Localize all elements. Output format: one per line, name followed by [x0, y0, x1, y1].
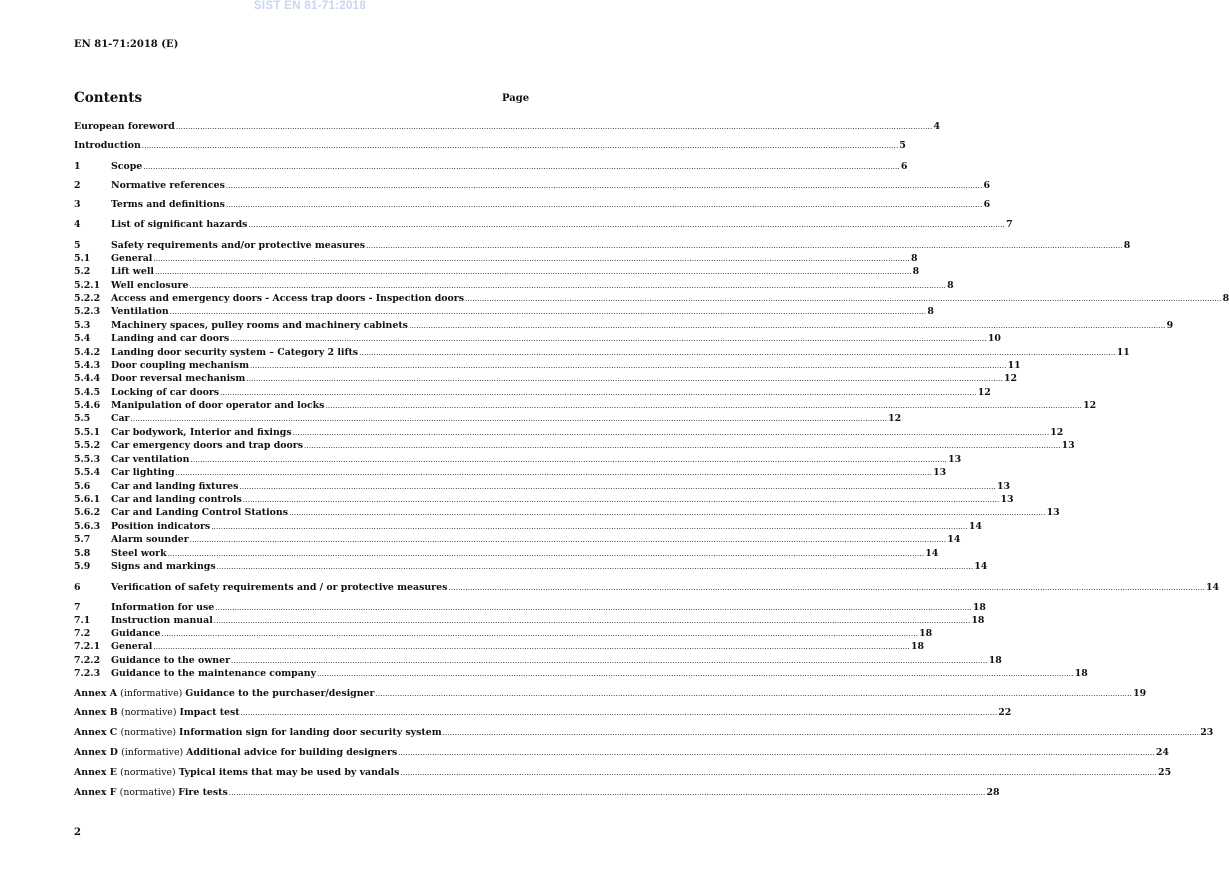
toc-entry-page: 12	[977, 387, 991, 398]
page-number: 2	[74, 827, 81, 838]
toc-entry-page: 8	[910, 253, 918, 264]
annex-label: Annex B	[74, 707, 121, 718]
toc-entry-title: Guidance	[111, 628, 161, 639]
toc-entry-page: 13	[1061, 440, 1075, 451]
toc-entry[interactable]	[74, 521, 982, 534]
toc-entry-number: 4	[74, 219, 81, 230]
toc-entry-number: 1	[74, 161, 81, 172]
annex-title: Guidance to the purchaser/designer	[185, 688, 375, 699]
toc-entry-page: 12	[1050, 427, 1064, 438]
toc-entry-number: 5.2	[74, 266, 91, 277]
toc-entry[interactable]	[74, 413, 902, 426]
annex-title: Additional advice for building designers	[186, 747, 398, 758]
annex-label: Annex A	[74, 688, 121, 699]
toc-entry-page: 13	[933, 467, 947, 478]
toc-entry-title: Car	[111, 413, 130, 424]
watermark: SIST EN 81-71:2018	[253, 0, 367, 12]
toc-entry-page: 14	[947, 534, 961, 545]
toc-entry-title: Safety requirements and/or protective measures	[111, 240, 366, 251]
toc-entry-page: 25	[1158, 767, 1172, 778]
toc-entry-title: Car and Landing Control Stations	[111, 507, 288, 518]
dot-leader	[190, 456, 947, 464]
toc-entry-page: 14	[968, 521, 982, 532]
toc-entry-title: Steel work	[111, 548, 167, 559]
toc-entry-page: 13	[1046, 507, 1060, 518]
toc-entry[interactable]	[74, 253, 918, 266]
toc-entry[interactable]	[74, 582, 1220, 595]
dot-leader	[293, 429, 1050, 437]
toc-entry[interactable]	[74, 333, 1001, 346]
annex-title: Fire tests	[178, 787, 228, 798]
toc-entry[interactable]	[74, 280, 954, 293]
toc-entry-number: 5	[74, 240, 81, 251]
toc-entry-title: Door reversal mechanism	[111, 373, 246, 384]
dot-leader	[246, 375, 1003, 383]
dot-leader	[143, 163, 900, 171]
toc-entry-title: Manipulation of door operator and locks	[111, 400, 325, 411]
toc-entry[interactable]	[74, 199, 991, 212]
toc-entry-title: Terms and definitions	[111, 199, 225, 210]
toc-entry-page: 13	[1000, 494, 1014, 505]
toc-entry-number: 2	[74, 180, 81, 191]
dot-leader	[176, 123, 933, 131]
toc-entry-number: 5.2.3	[74, 306, 101, 317]
toc-entry[interactable]	[74, 373, 1018, 386]
toc-entry-title: Lift well	[111, 266, 154, 277]
annex-kind: (informative)	[121, 747, 187, 758]
toc-entry-number: 7.1	[74, 615, 91, 626]
dot-leader	[443, 729, 1200, 737]
toc-entry-page: 11	[1116, 347, 1130, 358]
toc-entry-page: 18	[988, 655, 1002, 666]
toc-entry-title	[74, 767, 399, 778]
toc-entry[interactable]	[74, 602, 986, 615]
toc-annex-entry[interactable]	[74, 787, 1000, 800]
toc-entry-number: 5.4.5	[74, 387, 101, 398]
toc-entry-title: Introduction	[74, 140, 141, 151]
toc-entry-page: 14	[974, 561, 988, 572]
toc-entry[interactable]	[74, 454, 962, 467]
toc-entry-number: 5.2.2	[74, 293, 101, 304]
toc-entry-number: 5.8	[74, 548, 91, 559]
annex-label: Annex E	[74, 767, 121, 778]
toc-entry-number: 6	[74, 582, 81, 593]
toc-entry-title: Alarm sounder	[111, 534, 189, 545]
toc-entry-number: 7.2.1	[74, 641, 101, 652]
toc-entry-page: 18	[971, 615, 985, 626]
toc-entry-page: 18	[919, 628, 933, 639]
toc-entry[interactable]	[74, 387, 991, 400]
toc-entry-page: 14	[1206, 582, 1220, 593]
toc-entry-title: Position indicators	[111, 521, 211, 532]
dot-leader	[243, 496, 1000, 504]
toc-entry-page: 13	[948, 454, 962, 465]
toc-entry-number: 5.5.3	[74, 454, 101, 465]
toc-entry-number: 7.2.3	[74, 668, 101, 679]
toc-entry-page: 12	[1003, 373, 1018, 384]
dot-leader	[229, 789, 986, 797]
toc-entry-page: 8	[1123, 240, 1131, 251]
toc-entry-number: 5.5.1	[74, 427, 101, 438]
toc-entry-title	[74, 747, 397, 758]
dot-leader	[226, 182, 983, 190]
dot-leader	[190, 536, 947, 544]
dot-leader	[359, 349, 1116, 357]
toc-annex-entry[interactable]	[74, 727, 1214, 740]
toc-entry-number: 5.4.6	[74, 400, 101, 411]
dot-leader	[317, 670, 1074, 678]
toc-entry-number: 7	[74, 602, 81, 613]
toc-entry-page: 18	[1074, 668, 1088, 679]
annex-title: Information sign for landing door security system	[179, 727, 442, 738]
toc-entry-page: 4	[933, 121, 941, 132]
toc-entry-title: Car lighting	[111, 467, 175, 478]
contents-heading: Contents	[74, 90, 143, 106]
toc-entry[interactable]	[74, 400, 1097, 413]
toc-annex-entry[interactable]	[74, 767, 1172, 780]
toc-entry-page: 12	[1083, 400, 1097, 411]
toc-entry-title	[74, 787, 228, 798]
toc-entry-page: 8	[912, 266, 920, 277]
toc-entry-title: Locking of car doors	[111, 387, 220, 398]
toc-entry-title: Verification of safety requirements and / or protective measures	[111, 582, 448, 593]
dot-leader	[248, 221, 1005, 229]
toc-entry[interactable]	[74, 240, 1131, 253]
toc-entry-number: 7.2	[74, 628, 91, 639]
toc-entry-number: 5.9	[74, 561, 91, 572]
dot-leader	[230, 335, 987, 343]
dot-leader	[142, 142, 899, 150]
toc-entry-title: Well enclosure	[111, 280, 189, 291]
toc-entry[interactable]	[74, 440, 1075, 453]
toc-entry-page: 12	[888, 413, 902, 424]
toc-entry[interactable]	[74, 548, 939, 561]
toc-entry-title: Landing and car doors	[111, 333, 230, 344]
annex-kind: (normative)	[120, 767, 179, 778]
dot-leader	[289, 509, 1046, 517]
annex-kind: (normative)	[120, 707, 180, 718]
toc-entry-page: 18	[972, 602, 986, 613]
toc-entry-title: Car bodywork, Interior and fixings	[111, 427, 292, 438]
toc-entry[interactable]	[74, 534, 961, 547]
toc-entry-number: 3	[74, 199, 81, 210]
annex-title: Typical items that may be used by vandals	[178, 767, 400, 778]
toc-entry-title: Signs and markings	[111, 561, 216, 572]
toc-entry-title: European foreword	[74, 121, 175, 132]
toc-entry-title: Normative references	[111, 180, 225, 191]
dot-leader	[304, 442, 1061, 450]
toc-entry-number: 5.1	[74, 253, 91, 264]
dot-leader	[250, 362, 1007, 370]
dot-leader	[170, 308, 927, 316]
dot-leader	[153, 255, 910, 263]
toc-entry-page: 28	[986, 787, 1000, 798]
toc-entry[interactable]	[74, 615, 985, 628]
dot-leader	[214, 617, 971, 625]
toc-entry-title: Access and emergency doors - Access trap doors - Inspection doors	[111, 293, 464, 304]
toc-entry-page: 11	[1007, 360, 1021, 371]
toc-entry-page: 18	[910, 641, 925, 652]
toc-entry[interactable]	[74, 347, 1130, 360]
toc-entry[interactable]	[74, 427, 1064, 440]
toc-entry-page: 13	[997, 481, 1011, 492]
toc-entry-number: 5.3	[74, 320, 91, 331]
toc-entry-title: Information for use	[111, 602, 215, 613]
toc-entry-number: 5.6.1	[74, 494, 101, 505]
toc-entry[interactable]	[74, 668, 1088, 681]
toc-entry[interactable]	[74, 266, 920, 279]
toc-entry-page: 6	[983, 180, 991, 191]
dot-leader	[400, 769, 1157, 777]
toc-entry-title: General	[111, 253, 153, 264]
dot-leader	[189, 282, 946, 290]
dot-leader	[226, 201, 983, 209]
dot-leader	[465, 295, 1222, 303]
dot-leader	[241, 709, 998, 717]
dot-leader	[375, 690, 1132, 698]
toc-annex-entry[interactable]	[74, 747, 1169, 760]
toc-entry-title: Ventilation	[111, 306, 169, 317]
toc-entry-page: 23	[1200, 727, 1214, 738]
toc-entry-number: 5.5.2	[74, 440, 101, 451]
toc-entry-page: 19	[1133, 688, 1147, 699]
toc-entry-title: Guidance to the owner	[111, 655, 231, 666]
toc-entry-page: 14	[925, 548, 939, 559]
toc-entry-page: 24	[1155, 747, 1169, 758]
annex-label: Annex C	[74, 727, 121, 738]
toc-entry-number: 5.5	[74, 413, 91, 424]
toc-entry[interactable]	[74, 293, 1229, 306]
dot-leader	[176, 469, 933, 477]
toc-entry[interactable]	[74, 507, 1060, 520]
toc-entry[interactable]	[74, 628, 933, 641]
toc-entry-number: 5.5.4	[74, 467, 101, 478]
toc-entry-number: 7.2.2	[74, 655, 101, 666]
toc-entry-title: Car and landing controls	[111, 494, 242, 505]
dot-leader	[155, 268, 912, 276]
toc-entry-number: 5.4.4	[74, 373, 101, 384]
toc-entry-page: 8	[947, 280, 954, 291]
toc-entry[interactable]	[74, 481, 1011, 494]
toc-entry-page: 5	[899, 140, 906, 151]
dot-leader	[217, 563, 974, 571]
dot-leader	[325, 402, 1082, 410]
dot-leader	[409, 322, 1166, 330]
dot-leader	[220, 389, 977, 397]
toc-entry-number: 5.4.2	[74, 347, 101, 358]
toc-annex-entry[interactable]	[74, 688, 1147, 701]
toc-entry-title: Instruction manual	[111, 615, 213, 626]
toc-entry-title	[74, 688, 374, 699]
toc-entry[interactable]	[74, 360, 1021, 373]
annex-label: Annex F	[74, 787, 120, 798]
toc-entry-page: 6	[983, 199, 991, 210]
annex-kind: (informative)	[120, 688, 186, 699]
page-column-label: Page	[502, 93, 530, 104]
dot-leader	[239, 483, 996, 491]
toc-entry-page: 9	[1166, 320, 1174, 331]
toc-entry-title: Car ventilation	[111, 454, 190, 465]
dot-leader	[130, 415, 887, 423]
toc-entry[interactable]	[74, 561, 988, 574]
toc-entry-title: Scope	[111, 161, 143, 172]
toc-entry-page: 10	[987, 333, 1001, 344]
toc-entry-title: Door coupling mechanism	[111, 360, 249, 371]
dot-leader	[168, 550, 925, 558]
annex-title: Impact test	[179, 707, 240, 718]
toc-entry[interactable]	[74, 180, 991, 193]
toc-entry-title: List of significant hazards	[111, 219, 248, 230]
toc-entry[interactable]	[74, 494, 1014, 507]
toc-entry-title: Landing door security system – Category 2 lifts	[111, 347, 359, 358]
toc-entry-number: 5.6.2	[74, 507, 101, 518]
dot-leader	[215, 604, 972, 612]
dot-leader	[398, 749, 1155, 757]
toc-entry-title: Car and landing fixtures	[111, 481, 239, 492]
toc-entry-number: 5.4	[74, 333, 91, 344]
toc-entry-number: 5.4.3	[74, 360, 101, 371]
toc-entry-number: 5.2.1	[74, 280, 101, 291]
toc-entry[interactable]	[74, 140, 906, 153]
toc-entry[interactable]	[74, 467, 947, 480]
toc-entry-title: Machinery spaces, pulley rooms and machinery cabinets	[111, 320, 408, 331]
toc-entry[interactable]	[74, 219, 1013, 232]
dot-leader	[162, 630, 919, 638]
toc-entry-title: Guidance to the maintenance company	[111, 668, 317, 679]
toc-entry-page: 8	[927, 306, 934, 317]
toc-annex-entry[interactable]	[74, 707, 1012, 720]
toc-entry-page: 8	[1222, 293, 1229, 304]
dot-leader	[231, 657, 988, 665]
toc-entry[interactable]	[74, 320, 1174, 333]
dot-leader	[366, 242, 1123, 250]
annex-kind: (normative)	[120, 727, 180, 738]
document-id: EN 81-71:2018 (E)	[74, 39, 179, 50]
dot-leader	[448, 584, 1205, 592]
dot-leader	[211, 523, 968, 531]
toc-entry-title	[74, 707, 240, 718]
toc-entry-page: 7	[1006, 219, 1013, 230]
toc-entry[interactable]	[74, 306, 934, 319]
toc-entry-title: General	[111, 641, 153, 652]
toc-entry-number: 5.6.3	[74, 521, 101, 532]
toc-entry-page: 22	[998, 707, 1012, 718]
toc-entry[interactable]	[74, 641, 925, 654]
dot-leader	[153, 643, 910, 651]
toc-entry[interactable]	[74, 121, 941, 134]
toc-entry[interactable]	[74, 655, 1002, 668]
annex-label: Annex D	[74, 747, 122, 758]
toc-entry[interactable]	[74, 161, 908, 174]
toc-entry-title	[74, 727, 442, 738]
toc-entry-page: 6	[900, 161, 908, 172]
toc-entry-title: Car emergency doors and trap doors	[111, 440, 303, 451]
toc-entry-number: 5.7	[74, 534, 91, 545]
annex-kind: (normative)	[119, 787, 179, 798]
toc-entry-number: 5.6	[74, 481, 91, 492]
